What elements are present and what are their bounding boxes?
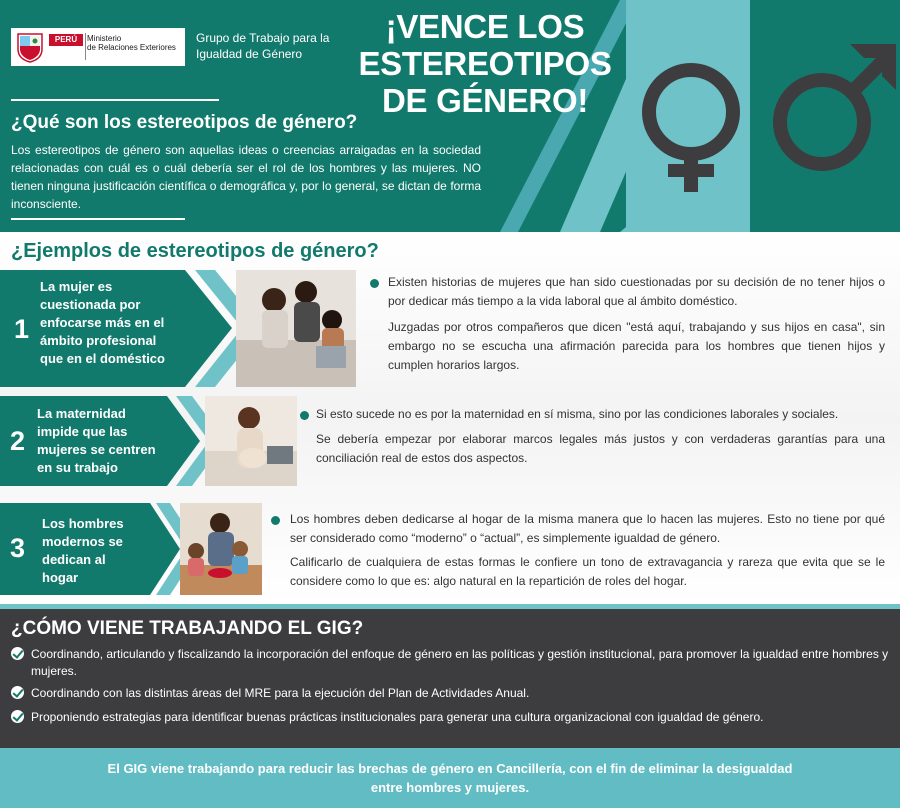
gig-item-text: Coordinando con las distintas áreas del MRE para la ejecución del Plan de Actividades Anual. [31,686,530,700]
gig-item-text: Coordinando, articulando y fiscalizando la incorporación del enfoque de género en las políticas y gestión institucional, para promover la igualdad entre hombres y mujeres. [31,647,889,678]
examples-heading: ¿Ejemplos de estereotipos de género? [11,240,379,262]
footer-banner [0,748,900,808]
example-paragraph-1: Existen historias de mujeres que han sido cuestionadas por su decisión de no tener hijos o por dedicar más tiempo a la vida laboral que al ámbito doméstico. [388,275,885,308]
father-children-photo [180,503,262,595]
logo-country: PERÚ [49,34,83,46]
pregnant-woman-photo [205,396,297,486]
example-paragraph-2: Se debería empezar por elaborar marcos legales más justos y con verdaderas garantías para una conciliación real de estos dos aspectos. [316,432,885,465]
example-row-3 [0,503,900,595]
bullet-icon [370,279,379,288]
male-symbol-icon [780,44,896,164]
gig-top-border [0,604,900,609]
gig-heading: ¿CÓMO VIENE TRABAJANDO EL GIG? [11,618,364,639]
ministry-logo [11,28,185,66]
bullet-icon [300,411,309,420]
example-number: 1 [14,314,30,344]
logo-ministry-line1: Ministerio [87,34,122,43]
example-row-1 [0,270,900,387]
logo-ministry-name [87,34,183,52]
title-line1: ¡VENCE LOS [385,8,585,45]
office-women-photo [236,270,356,387]
peru-shield-icon [15,31,45,63]
check-icon [11,647,24,660]
bullet-icon [271,516,280,525]
title-line3: DE GÉNERO! [381,82,589,119]
gig-section [0,604,900,748]
title-line2: ESTEREOTIPOS [358,45,612,82]
examples-section [0,232,900,604]
divider-top [11,99,219,101]
logo-divider [85,33,86,60]
example-number: 3 [10,533,26,563]
example-label: La mujer es cuestionada por enfocarse más en el ámbito profesional que en el doméstico [40,279,165,366]
example-paragraph-1: Los hombres deben dedicarse al hogar de la misma manera que lo hacen las mujeres. Esto no tiene por qué ser considerado como “moderno” o “actual”, es simplemente igualdad de género. [290,512,885,545]
example-paragraph-1: Si esto sucede no es por la maternidad en sí misma, sino por las condiciones laborales y sociales. [316,407,839,421]
group-name: Grupo de Trabajo para la Igualdad de Género [196,31,330,61]
example-paragraph-2: Calificarlo de cualquiera de estas formas le confiere un tono de extravagancia y rareza que evita que se le considere como lo que es: algo natural en la repartición de roles del hogar. [290,555,885,588]
check-icon [11,686,24,699]
example-row-2 [0,396,900,486]
female-symbol-icon [649,70,733,192]
gig-list-item [11,709,891,726]
footer-text: El GIG viene trabajando para reducir las brechas de género en Cancillería, con el fin de eliminar la desigualdad entre hombres y mujeres. [107,761,793,795]
check-icon [11,710,24,723]
example-label: La maternidad impide que las mujeres se centren en su trabajo [37,406,156,475]
definition-text: Los estereotipos de género son aquellas ideas o creencias arraigadas en la sociedad relacionadas con cuál es o cuál debería ser el rol de los hombres y las mujeres. NO tienen ninguna justificación científica o demográfica y, por lo general, se dictan de forma inconsciente. [11,143,481,211]
gender-symbols [620,30,900,200]
logo-ministry-line2: de Relaciones Exteriores [87,43,176,52]
example-number: 2 [10,426,26,456]
header-banner [0,0,900,232]
example-paragraph-2: Juzgadas por otros compañeros que dicen "está aquí, trabajando y sus hijos en casa", sin embargo no se escucha una afirmación parecida para los hombres que tienen hijos y cumplen horarios largos. [388,320,885,372]
divider-bottom [11,218,185,220]
gig-list-item [11,646,891,680]
example-label: Los hombres modernos se dedican al hogar [42,516,124,585]
gig-list-item [11,685,891,702]
gig-item-text: Proponiendo estrategias para identificar buenas prácticas institucionales para generar una cultura organizacional con igualdad de género. [31,710,764,724]
question-heading: ¿Qué son los estereotipos de género? [11,112,358,133]
page-title [340,8,630,119]
